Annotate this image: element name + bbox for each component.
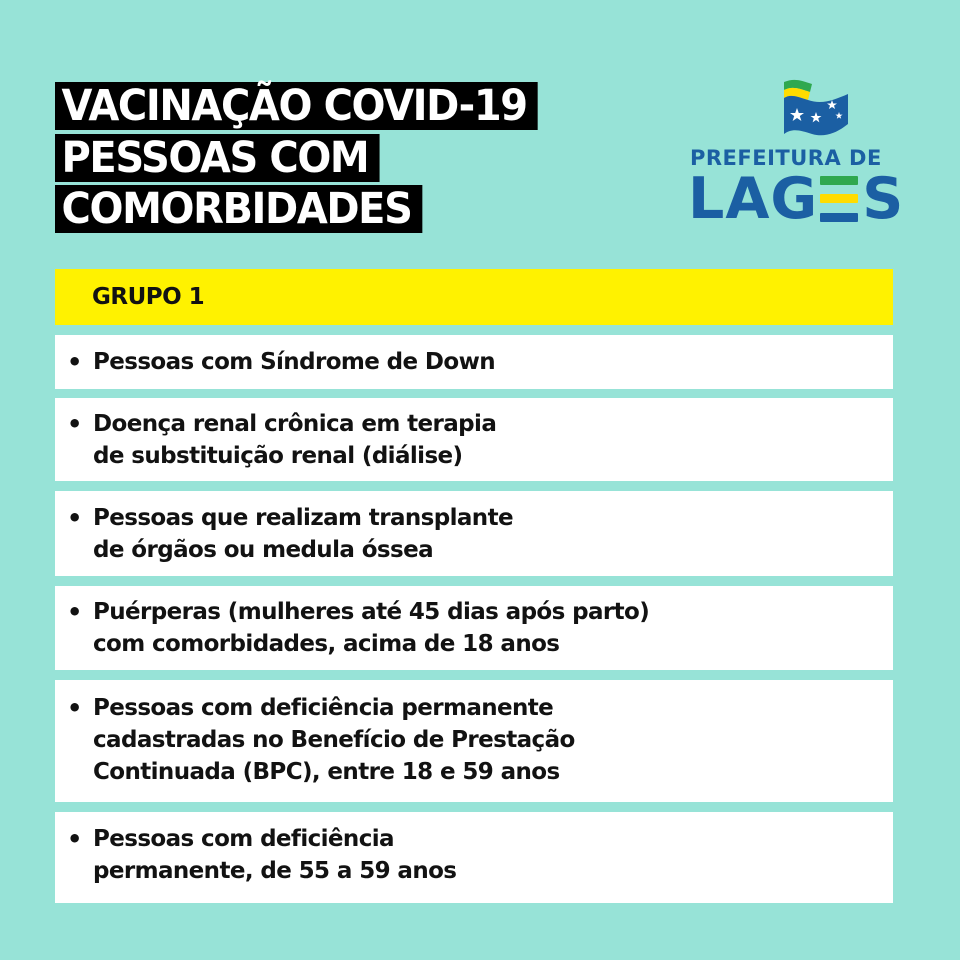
list-item-text: Pessoas com Síndrome de Down — [93, 349, 496, 375]
list-item — [55, 586, 893, 670]
group-label: GRUPO 1 — [92, 284, 205, 310]
bullet-icon: • — [67, 348, 83, 376]
logo-text-lages-prefix: LAG — [688, 166, 819, 232]
bullet-icon: • — [67, 598, 83, 626]
list-item — [55, 398, 893, 481]
bullet-icon: • — [67, 825, 83, 853]
list-item-text: Puérperas (mulheres até 45 dias após parto) com comorbidades, acima de 18 anos — [93, 599, 650, 657]
list-item-text: Pessoas que realizam transplante de órgãos ou medula óssea — [93, 505, 513, 563]
bullet-icon: • — [67, 504, 83, 532]
list-item — [55, 491, 893, 576]
logo-text-lages — [688, 166, 904, 232]
list-item-text: Doença renal crônica em terapia de substituição renal (diálise) — [93, 411, 497, 469]
list-item — [55, 812, 893, 903]
santa-catarina-flag-icon — [782, 78, 850, 140]
list-item — [55, 335, 893, 389]
title-line-1: VACINAÇÃO COVID-19 — [55, 82, 538, 130]
title-line-2: PESSOAS COM — [55, 134, 379, 182]
logo-text-lages-suffix: S — [862, 166, 905, 232]
logo-stylized-e-icon — [820, 176, 860, 222]
list-item-text: Pessoas com deficiência permanente cadastradas no Benefício de Prestação Continuada (BPC), entre 18 e 59 anos — [93, 695, 575, 785]
bullet-icon: • — [67, 694, 83, 722]
bullet-icon: • — [67, 410, 83, 438]
group-header — [55, 269, 893, 325]
list-item — [55, 680, 893, 802]
list-item-text: Pessoas com deficiência permanente, de 55 a 59 anos — [93, 826, 457, 884]
prefeitura-lages-logo — [688, 78, 905, 232]
logo-text-prefeitura-de: PREFEITURA DE — [690, 146, 882, 170]
title-line-3: COMORBIDADES — [55, 185, 423, 233]
